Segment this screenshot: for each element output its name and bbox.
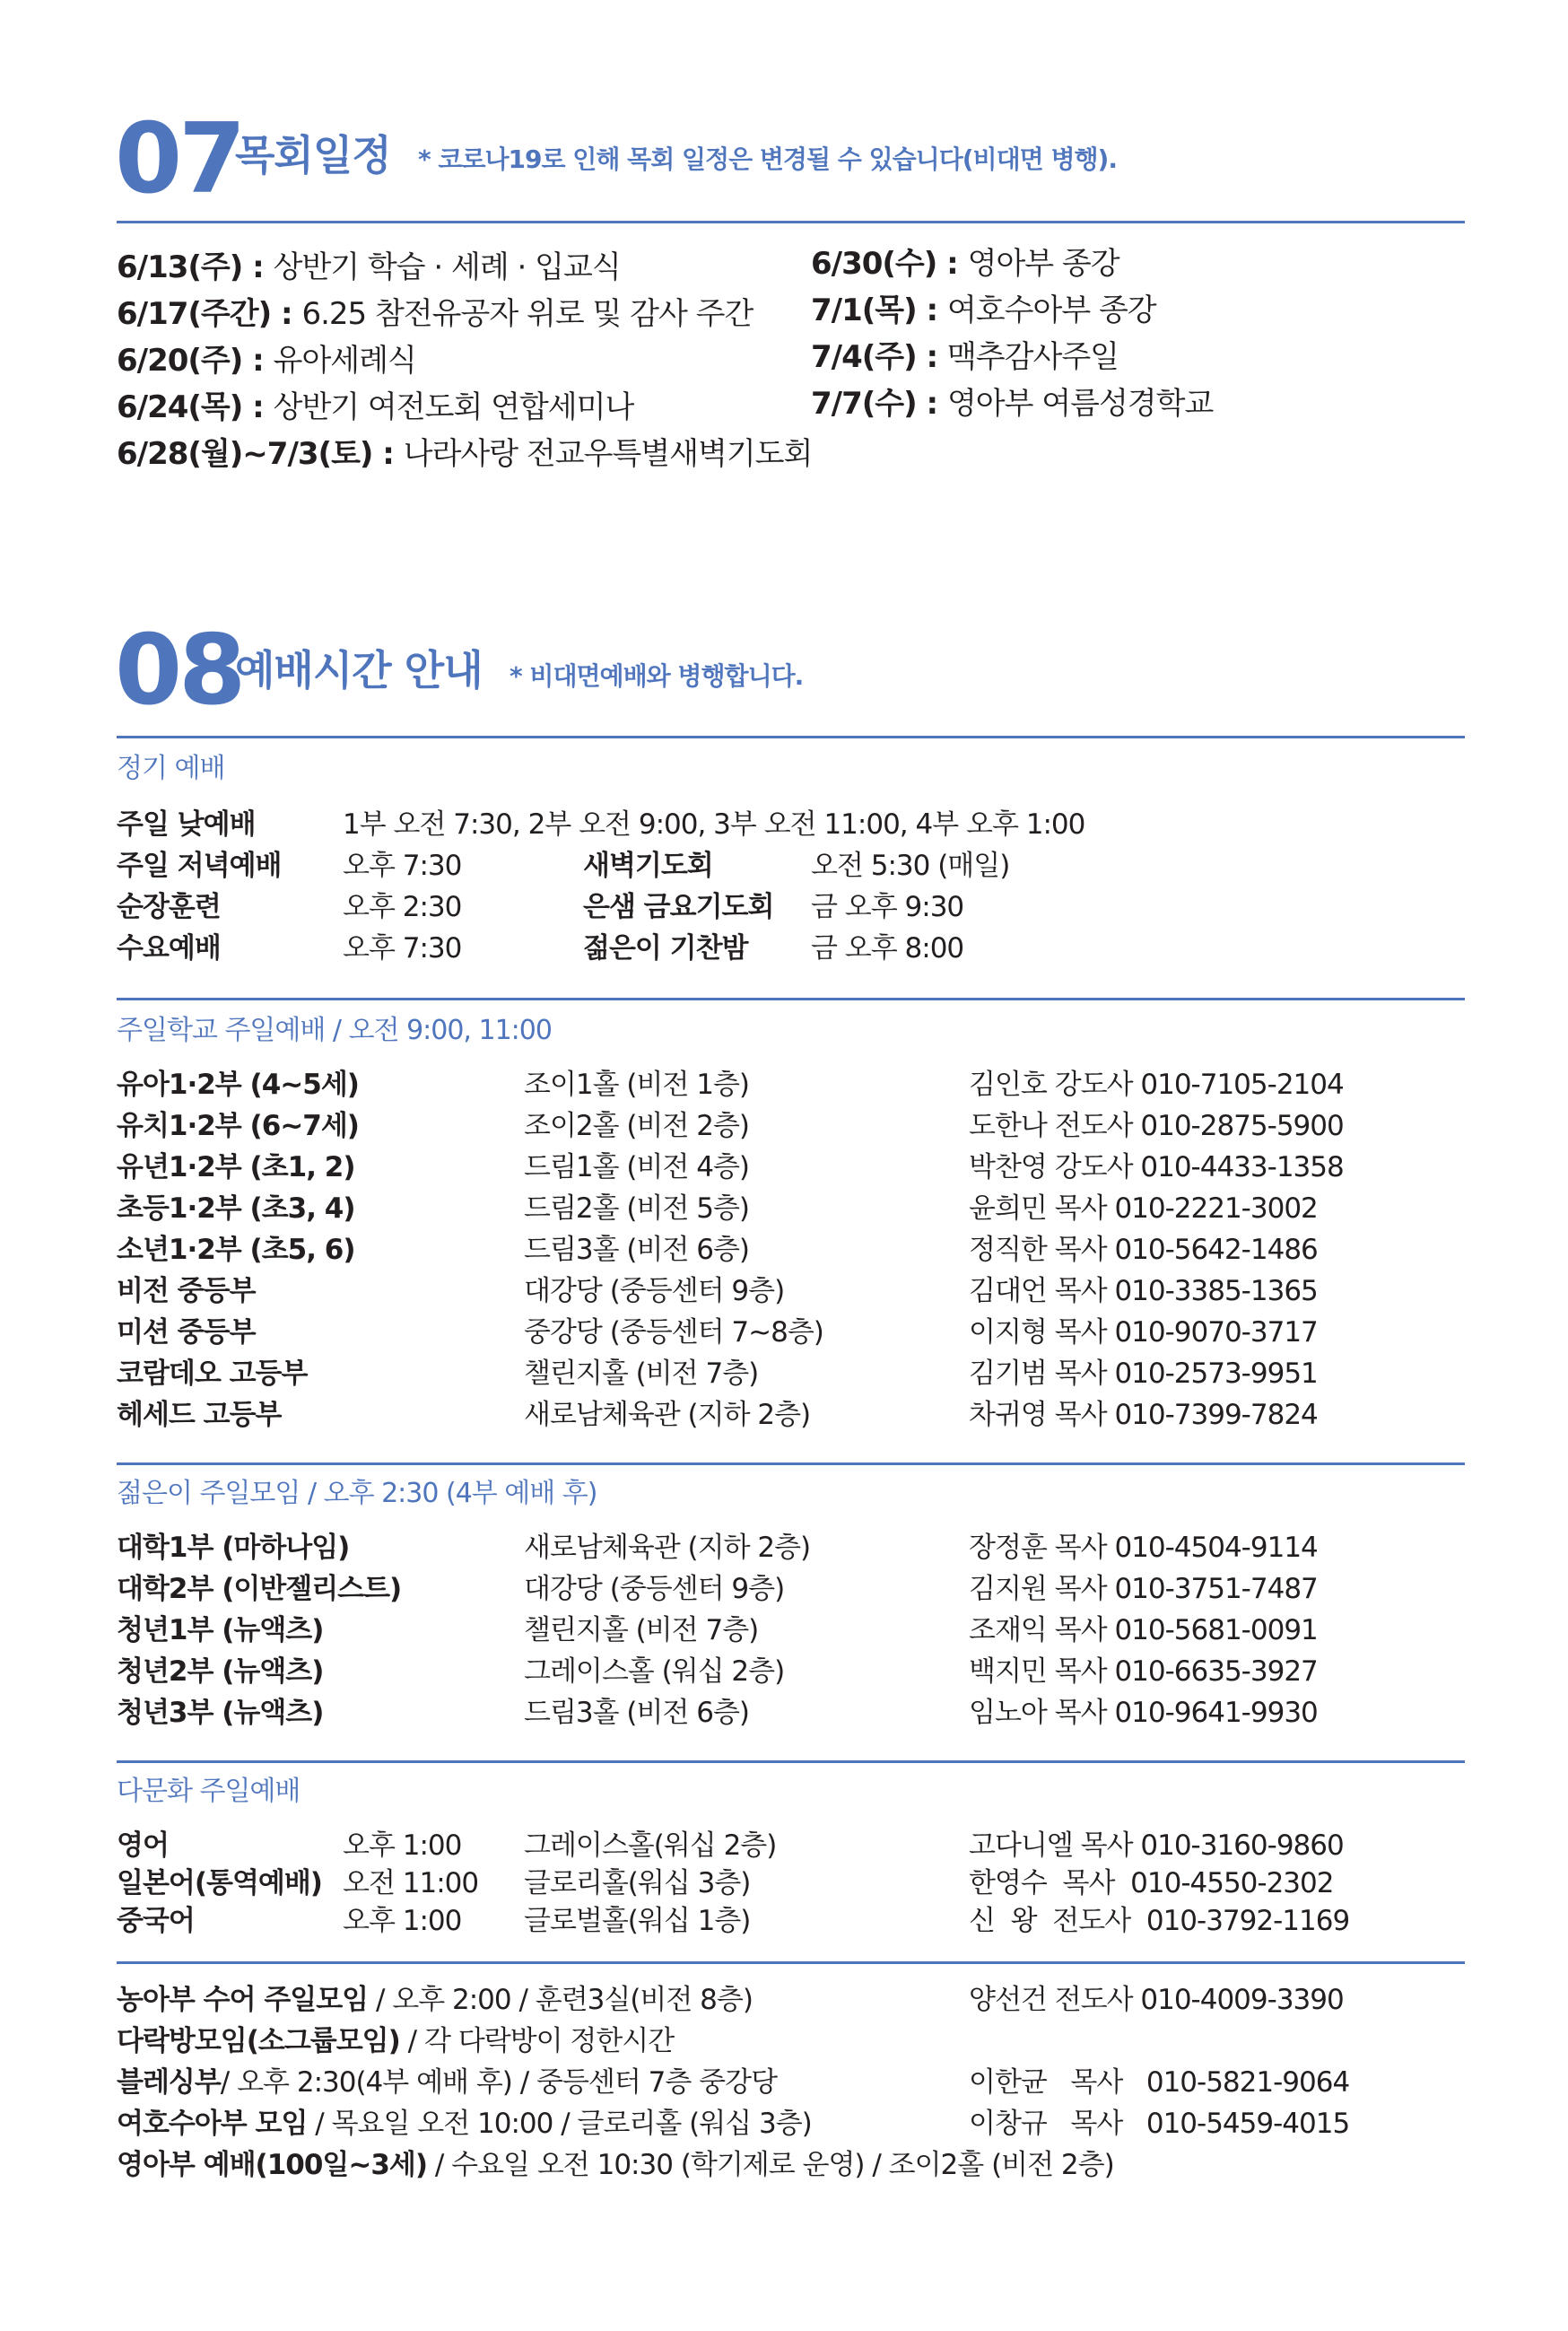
dept-name: 청년2부 (뉴액츠): [117, 1655, 324, 1688]
meeting-contact: 이창규 목사 010-5459-4015: [969, 2108, 1350, 2140]
worship-place: 그레이스홀(워십 2층): [524, 1829, 777, 1862]
dept-name: 비전 중등부: [117, 1275, 256, 1307]
dept-place: 드림1홀 (비전 4층): [524, 1151, 750, 1183]
dept-name: 청년3부 (뉴액츠): [117, 1697, 324, 1729]
worship-time: 오후 1:00: [343, 1829, 462, 1862]
regular-label: 젊은이 기찬밤: [583, 932, 748, 965]
youth-dept-col: [117, 1527, 401, 1733]
dept-contact: 김인호 강도사 010-7105-2104: [969, 1069, 1344, 1101]
dept-place: 새로남체육관 (지하 2층): [524, 1399, 811, 1431]
meeting-detail: / 오후 2:30(4부 예배 후) / 중등센터 7층 중강당: [220, 2066, 778, 2099]
schedule-item: [811, 334, 1213, 380]
dept-contact: 백지민 목사 010-6635-3927: [969, 1655, 1318, 1688]
regular-time: 오후 2:30: [343, 891, 462, 923]
schedule-date: 6/28(월)~7/3(토) :: [117, 436, 404, 472]
section-divider: [117, 1462, 1465, 1465]
dept-contact: 이지형 목사 010-9070-3717: [969, 1316, 1318, 1349]
schedule-text: 상반기 학습 · 세례 · 입교식: [273, 249, 621, 285]
regular-label: 은샘 금요기도회: [583, 891, 774, 923]
worship-contact: 고다니엘 목사 010-3160-9860: [969, 1829, 1344, 1862]
sundayschool-dept-col: [117, 1064, 359, 1436]
regular-labels-col: [117, 845, 281, 969]
meeting-name: 여호수아부 모임: [117, 2108, 308, 2140]
meeting-name: 블레싱부: [117, 2066, 221, 2099]
dept-place: 새로남체육관 (지하 2층): [524, 1532, 811, 1564]
section-divider: [117, 1760, 1465, 1763]
dept-name: 청년1부 (뉴액츠): [117, 1614, 324, 1646]
subheading-sunday-school: [117, 1016, 552, 1046]
regular-time: 오전 5:30 (매일): [811, 850, 1010, 882]
multicultural-time-col: [343, 1827, 478, 1940]
dept-contact: 장정훈 목사 010-4504-9114: [969, 1532, 1318, 1564]
regular-label: 수요예배: [117, 932, 221, 965]
subheading-youth: [117, 1479, 597, 1509]
meeting-item: [117, 2103, 1114, 2144]
dept-name: 대학2부 (이반젤리스트): [117, 1573, 402, 1605]
misc-meetings-col: [117, 1979, 1114, 2186]
dept-name: 대학1부 (마하나임): [117, 1532, 350, 1564]
language: 중국어: [117, 1905, 195, 1937]
schedule-item: [811, 380, 1213, 427]
regular-times2-col: [811, 845, 1009, 969]
worship-contact: 신 왕 전도사 010-3792-1169: [969, 1905, 1350, 1937]
dept-name: 유년1·2부 (초1, 2): [117, 1151, 355, 1183]
dept-contact: 김대언 목사 010-3385-1365: [969, 1275, 1318, 1307]
meeting-contact: 양선건 전도사 010-4009-3390: [969, 1984, 1344, 2016]
subheading-label: 주일학교 주일예배: [117, 1015, 326, 1046]
section-note-worship: * 비대면예배와 병행합니다.: [510, 661, 804, 691]
dept-place: 드림3홀 (비전 6층): [524, 1234, 750, 1266]
regular-time: 오후 7:30: [343, 850, 462, 882]
dept-name: 유아1·2부 (4~5세): [117, 1069, 359, 1101]
meeting-name: 다락방모임(소그룹모임): [117, 2025, 400, 2057]
section-number-07: 07: [115, 103, 243, 215]
dept-name: 소년1·2부 (초5, 6): [117, 1234, 355, 1266]
dept-place: 챌린지홀 (비전 7층): [524, 1614, 759, 1646]
language: 영어: [117, 1829, 169, 1862]
regular-time: 금 오후 9:30: [811, 891, 964, 923]
worship-place: 글로리홀(워십 3층): [524, 1867, 751, 1899]
meeting-detail: / 오후 2:00 / 훈련3실(비전 8층): [368, 1984, 753, 2016]
schedule-date: 7/7(수) :: [811, 386, 947, 422]
sundayschool-place-col: [524, 1064, 823, 1436]
multicultural-place-col: [524, 1827, 776, 1940]
dept-contact: 정직한 목사 010-5642-1486: [969, 1234, 1318, 1266]
dept-place: 조이1홀 (비전 1층): [524, 1069, 750, 1101]
schedule-right-column: [811, 240, 1213, 427]
schedule-text: 영아부 여름성경학교: [946, 386, 1214, 422]
schedule-text: 여호수아부 종강: [946, 292, 1156, 328]
worship-time: 오전 11:00: [343, 1867, 479, 1899]
section-number-08: 08: [115, 615, 243, 727]
section-title-schedule: 목회일정: [235, 131, 391, 179]
regular-time: 금 오후 8:00: [811, 932, 964, 965]
section-divider: [117, 998, 1465, 1000]
schedule-date: 6/20(주) :: [117, 343, 274, 379]
subheading-time: / 오전 9:00, 11:00: [325, 1015, 552, 1046]
schedule-text: 영아부 종강: [967, 246, 1119, 282]
schedule-text: 맥추감사주일: [946, 339, 1119, 375]
time-sunday-day: 1부 오전 7:30, 2부 오전 9:00, 3부 오전 11:00, 4부 오후 1:00: [343, 808, 1085, 841]
dept-place: 조이2홀 (비전 2층): [524, 1110, 750, 1142]
meeting-contact: [969, 2021, 1349, 2062]
schedule-item: [811, 240, 1213, 287]
language: 일본어(통역예배): [117, 1867, 322, 1899]
dept-place: 챌린지홀 (비전 7층): [524, 1358, 759, 1390]
schedule-item: [117, 244, 812, 291]
subheading-label: 젊은이 주일모임: [117, 1478, 301, 1509]
meeting-item: [117, 2021, 1114, 2062]
schedule-item: [117, 384, 812, 431]
meeting-name: 농아부 수어 주일모임: [117, 1984, 369, 2016]
schedule-item: [117, 337, 812, 384]
subheading-regular-worship: 정기 예배: [117, 753, 225, 784]
label-sunday-day: 주일 낮예배: [117, 808, 256, 841]
meeting-name: 영아부 예배(100일~3세): [117, 2149, 428, 2181]
meeting-detail: / 수요일 오전 10:30 (학기제로 운영) / 조이2홀 (비전 2층): [427, 2149, 1114, 2181]
regular-time: 오후 7:30: [343, 932, 462, 965]
subheading-multicultural: 다문화 주일예배: [117, 1776, 301, 1807]
schedule-item: [117, 431, 812, 477]
schedule-date: 7/1(목) :: [811, 292, 947, 328]
section-divider: [117, 1961, 1465, 1964]
schedule-item: [117, 291, 812, 337]
schedule-text: 나라사랑 전교우특별새벽기도회: [403, 436, 813, 472]
schedule-left-column: [117, 244, 812, 477]
regular-labels2-col: [583, 845, 773, 969]
meeting-item: [117, 2062, 1114, 2103]
dept-contact: 조재익 목사 010-5681-0091: [969, 1614, 1318, 1646]
sundayschool-contact-col: [969, 1064, 1344, 1436]
section-divider: [117, 736, 1465, 738]
dept-name: 초등1·2부 (초3, 4): [117, 1192, 355, 1225]
youth-contact-col: [969, 1527, 1318, 1733]
dept-contact: 도한나 전도사 010-2875-5900: [969, 1110, 1344, 1142]
meeting-item: [117, 1979, 1114, 2021]
meeting-detail: / 목요일 오전 10:00 / 글로리홀 (워십 3층): [307, 2108, 812, 2140]
dept-place: 드림3홀 (비전 6층): [524, 1697, 750, 1729]
schedule-text: 상반기 여전도회 연합세미나: [273, 389, 634, 425]
worship-time: 오후 1:00: [343, 1905, 462, 1937]
meeting-contact: 이한균 목사 010-5821-9064: [969, 2066, 1350, 2099]
meeting-detail: / 각 다락방이 정한시간: [399, 2025, 675, 2057]
section-note-schedule: * 코로나19로 인해 목회 일정은 변경될 수 있습니다(비대면 병행).: [418, 144, 1117, 174]
dept-place: 중강당 (중등센터 7~8층): [524, 1316, 823, 1349]
dept-contact: 차귀영 목사 010-7399-7824: [969, 1399, 1318, 1431]
section-divider: [117, 221, 1465, 223]
schedule-date: 7/4(주) :: [811, 339, 947, 375]
worship-place: 글로벌홀(워십 1층): [524, 1905, 751, 1937]
multicultural-contact-col: [969, 1827, 1349, 1940]
dept-place: 그레이스홀 (워십 2층): [524, 1655, 785, 1688]
meeting-item: [117, 2144, 1114, 2186]
dept-name: 유치1·2부 (6~7세): [117, 1110, 359, 1142]
dept-contact: 윤희민 목사 010-2221-3002: [969, 1192, 1318, 1225]
dept-name: 코람데오 고등부: [117, 1358, 308, 1390]
schedule-text: 유아세례식: [273, 343, 416, 379]
regular-times-col: [343, 845, 461, 969]
subheading-time: / 오후 2:30 (4부 예배 후): [300, 1478, 597, 1509]
regular-label: 주일 저녁예배: [117, 850, 282, 882]
youth-place-col: [524, 1527, 810, 1733]
dept-place: 대강당 (중등센터 9층): [524, 1275, 785, 1307]
misc-contacts-col: [969, 1979, 1349, 2144]
dept-contact: 임노아 목사 010-9641-9930: [969, 1697, 1318, 1729]
regular-label: 새벽기도회: [583, 850, 713, 882]
multicultural-lang-col: [117, 1827, 322, 1940]
dept-contact: 김기범 목사 010-2573-9951: [969, 1358, 1318, 1390]
schedule-date: 6/24(목) :: [117, 389, 274, 425]
schedule-text: 6.25 참전유공자 위로 및 감사 주간: [301, 296, 754, 332]
dept-name: 헤세드 고등부: [117, 1399, 282, 1431]
schedule-item: [811, 287, 1213, 334]
dept-contact: 김지원 목사 010-3751-7487: [969, 1573, 1318, 1605]
schedule-date: 6/30(수) :: [811, 246, 968, 282]
dept-place: 대강당 (중등센터 9층): [524, 1573, 785, 1605]
section-title-worship: 예배시간 안내: [235, 646, 483, 694]
worship-contact: 한영수 목사 010-4550-2302: [969, 1867, 1334, 1899]
dept-contact: 박찬영 강도사 010-4433-1358: [969, 1151, 1344, 1183]
dept-place: 드림2홀 (비전 5층): [524, 1192, 750, 1225]
schedule-date: 6/13(주) :: [117, 249, 274, 285]
schedule-date: 6/17(주간) :: [117, 296, 302, 332]
dept-name: 미션 중등부: [117, 1316, 256, 1349]
regular-label: 순장훈련: [117, 891, 221, 923]
